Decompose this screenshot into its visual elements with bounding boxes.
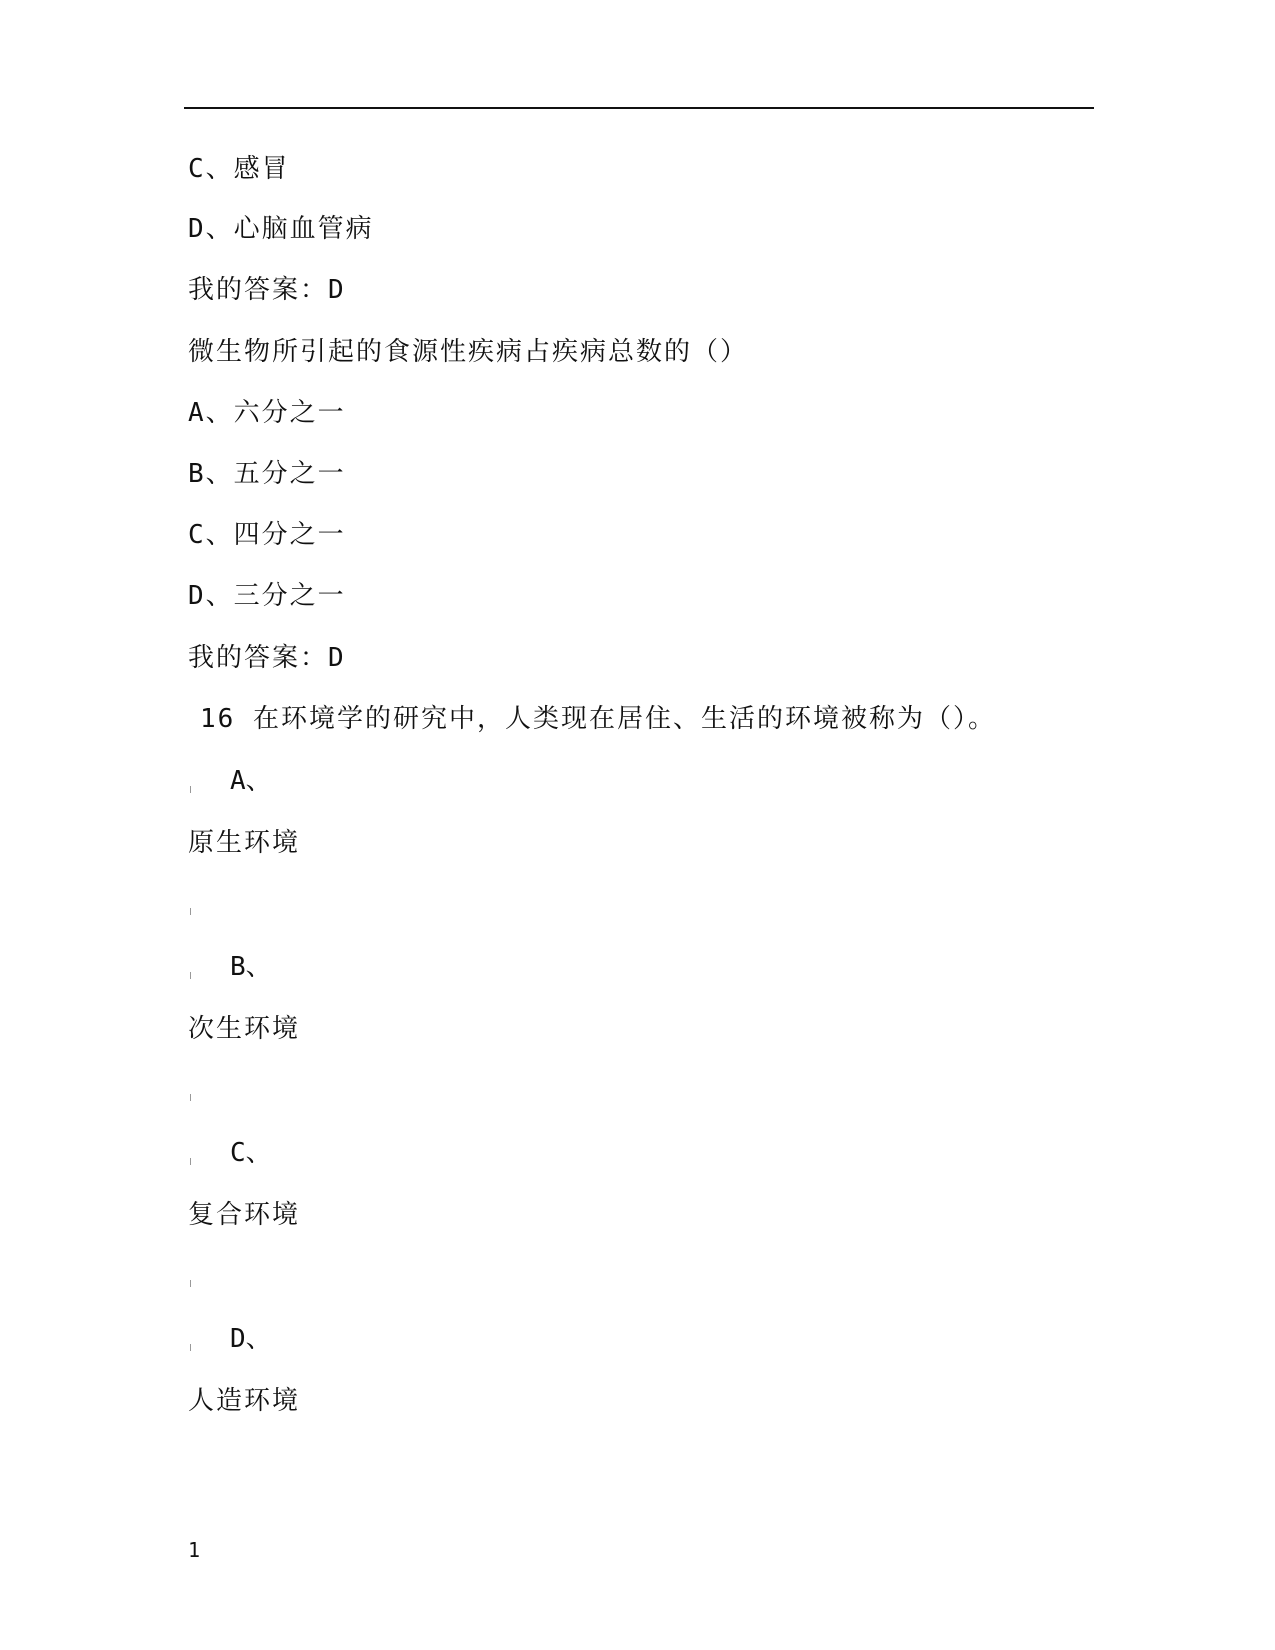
header-rule: [184, 107, 1094, 109]
option-c-label: C、: [230, 1138, 272, 1168]
option-text: B、五分之一: [188, 459, 346, 489]
radio-marker[interactable]: [190, 786, 191, 793]
option-b-text: 次生环境: [188, 1014, 301, 1044]
radio-marker[interactable]: [190, 1158, 191, 1165]
page-number: 1: [188, 1538, 201, 1562]
option-a-label: A、: [230, 766, 272, 796]
option-d-label: D、: [230, 1324, 272, 1354]
radio-marker-end: [190, 1280, 191, 1287]
radio-marker-end: [190, 908, 191, 915]
radio-marker[interactable]: [190, 1344, 191, 1351]
option-text: D、三分之一: [188, 581, 346, 611]
option-text: A、六分之一: [188, 398, 346, 428]
option-text: C、四分之一: [188, 520, 346, 550]
question-16-stem: 16 在环境学的研究中，人类现在居住、生活的环境被称为（）。: [200, 704, 996, 734]
option-b-label: B、: [230, 952, 272, 982]
option-c-text: 复合环境: [188, 1200, 301, 1230]
option-text: C、感冒: [188, 154, 290, 184]
answer-line: 我的答案：D: [188, 275, 346, 305]
option-text: D、心脑血管病: [188, 214, 374, 244]
radio-marker-end: [190, 1094, 191, 1101]
option-a-text: 原生环境: [188, 828, 301, 858]
option-d-text: 人造环境: [188, 1386, 301, 1416]
question-stem: 微生物所引起的食源性疾病占疾病总数的（）: [188, 337, 749, 367]
answer-line: 我的答案：D: [188, 643, 346, 673]
radio-marker[interactable]: [190, 972, 191, 979]
